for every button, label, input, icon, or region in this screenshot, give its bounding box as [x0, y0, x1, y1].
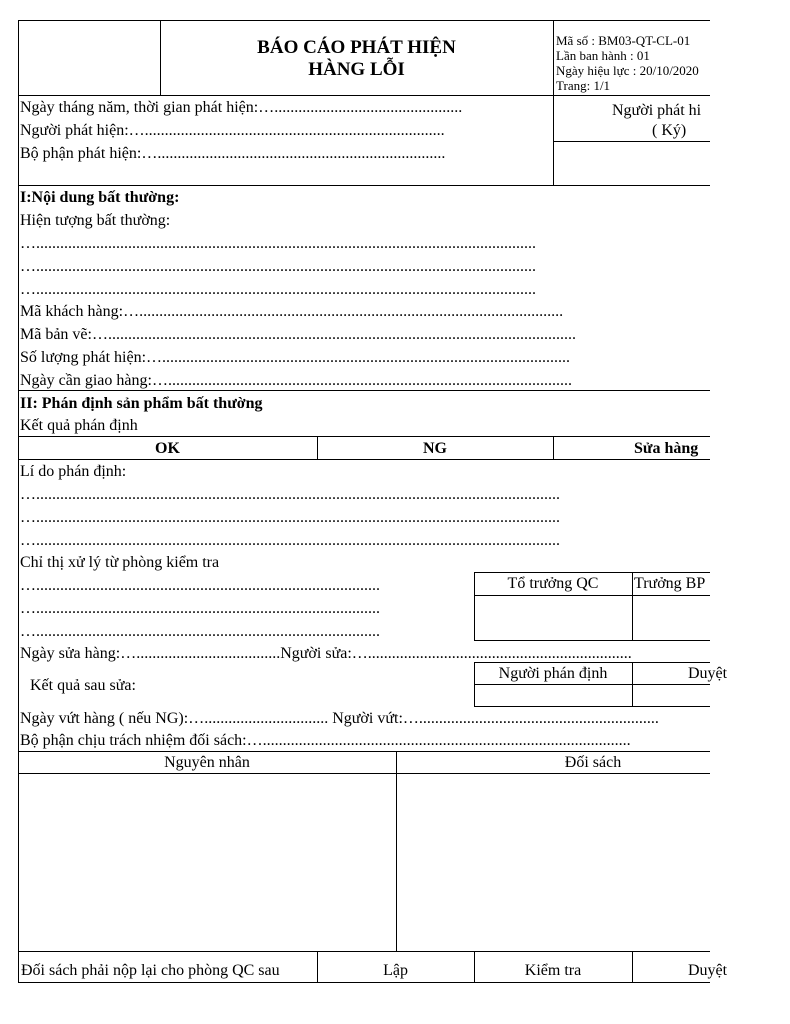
phenomenon-line-3[interactable]: ….............................................................................................................................: [20, 281, 536, 298]
phenomenon-line-1[interactable]: ….............................................................................................................................: [20, 235, 536, 252]
detected-quantity-field[interactable]: Số lượng phát hiện:…......................................................................................................: [20, 349, 571, 366]
footer-row-bottom: [18, 982, 710, 983]
customer-code-field[interactable]: Mã khách hàng:…..........................................................................................................: [20, 303, 564, 320]
form-title-line2: HÀNG LỖI: [308, 59, 405, 80]
reason-line-1[interactable]: …...................................................................................................................................: [20, 486, 560, 503]
left-border-top: [18, 20, 19, 185]
phenomenon-line-2[interactable]: ….............................................................................................................................: [20, 258, 536, 275]
approve-label-1: Duyệt: [688, 665, 728, 682]
header-bottom-border: [18, 95, 553, 96]
department-head-signature[interactable]: [633, 596, 710, 640]
page-info-bottom: [553, 95, 710, 96]
approved-by-label: Duyệt: [688, 962, 728, 979]
judge-person-signature[interactable]: [475, 685, 632, 706]
section2-top-border: [18, 390, 710, 391]
page-number: Trang: 1/1: [556, 78, 611, 93]
section2-heading: II: Phán định sản phẩm bất thường: [20, 395, 263, 412]
judgment-ok-option[interactable]: OK: [155, 440, 180, 457]
countermeasure-column-header: Đối sách: [564, 754, 622, 771]
detection-time-field[interactable]: Ngày tháng năm, thời gian phát hiện:…...............................................: [20, 99, 463, 116]
section1-top-border: [18, 185, 710, 186]
issue-number: Lần ban hành : 01: [556, 48, 650, 63]
approve-signature-1[interactable]: [633, 685, 710, 706]
qc-leader-signature[interactable]: [475, 596, 632, 640]
signer-title: Người phát hi: [612, 102, 702, 119]
judge-person-label: Người phán định: [498, 665, 608, 682]
post-repair-result-label: Kết quả sau sửa:: [30, 677, 136, 694]
left-border-section1: [18, 185, 19, 390]
instruction-line-2[interactable]: …......................................................................................: [20, 600, 380, 617]
judgment-repair-option[interactable]: Sửa hàng: [634, 440, 699, 457]
cause-input-area[interactable]: [19, 774, 396, 951]
cause-table-top: [18, 751, 710, 752]
doc-code: Mã số : BM03-QT-CL-01: [556, 33, 691, 48]
reason-line-3[interactable]: …...................................................................................................................................: [20, 532, 560, 549]
repair-box-bottom: [474, 706, 710, 707]
prepared-by-label: Lập: [383, 962, 408, 979]
checked-by-label: Kiểm tra: [524, 962, 582, 979]
footer-row-top: [18, 951, 710, 952]
header-top-border: [18, 20, 710, 21]
department-head-label: Trưởng BP: [634, 575, 706, 592]
judgment-table-bottom: [18, 459, 710, 460]
judgment-table-top: [18, 436, 710, 437]
section1-heading: I:Nội dung bất thường:: [20, 189, 180, 206]
drawing-code-field[interactable]: Mã bản vẽ:….....................................................................................................................: [20, 326, 576, 343]
judgment-ng-option[interactable]: NG: [423, 440, 447, 457]
signer-sign-note: ( Ký): [652, 122, 687, 139]
detecting-department-field[interactable]: Bộ phận phát hiện:…........................................................................: [20, 145, 446, 162]
qc-box-bottom: [474, 640, 710, 641]
responsible-department-field[interactable]: Bộ phận chịu trách nhiệm đối sách:…............................................................................................: [20, 732, 631, 749]
countermeasure-input-area[interactable]: [397, 774, 710, 951]
qc-leader-label: Tổ trưởng QC: [507, 575, 599, 592]
reason-line-2[interactable]: …...................................................................................................................................: [20, 509, 560, 526]
judgment-result-label: Kết quả phán định: [20, 417, 138, 434]
delivery-date-field[interactable]: Ngày cần giao hàng:….....................................................................................................: [20, 372, 572, 389]
qc-box-top: [474, 572, 710, 573]
discard-date-field[interactable]: Ngày vứt hàng ( nếu NG):…............................... Người vứt:…............................................................: [20, 710, 659, 727]
instruction-line-1[interactable]: …......................................................................................: [20, 577, 380, 594]
effective-date: Ngày hiệu lực : 20/10/2020: [556, 63, 699, 78]
judgment-reason-label: Lí do phán định:: [20, 463, 127, 480]
detector-name-field[interactable]: Người phát hiện:…...........................................................................: [20, 122, 445, 139]
abnormal-phenomenon-label: Hiện tượng bất thường:: [20, 212, 171, 229]
footer-divider-3: [632, 951, 633, 982]
inspection-instruction-label: Chỉ thị xử lý từ phòng kiểm tra: [20, 554, 220, 571]
instruction-line-3[interactable]: …......................................................................................: [20, 623, 380, 640]
judgment-divider-2: [553, 436, 554, 459]
repair-box-top: [474, 662, 710, 663]
form-title-line1: BÁO CÁO PHÁT HIỆN: [257, 37, 456, 58]
submit-note: Đối sách phải nộp lại cho phòng QC sau: [21, 962, 280, 979]
repair-date-field[interactable]: Ngày sửa hàng:…....................................Người sửa:…..................................................................: [20, 645, 632, 662]
cause-column-header: Nguyên nhân: [164, 754, 250, 771]
signature-box[interactable]: [554, 142, 710, 185]
